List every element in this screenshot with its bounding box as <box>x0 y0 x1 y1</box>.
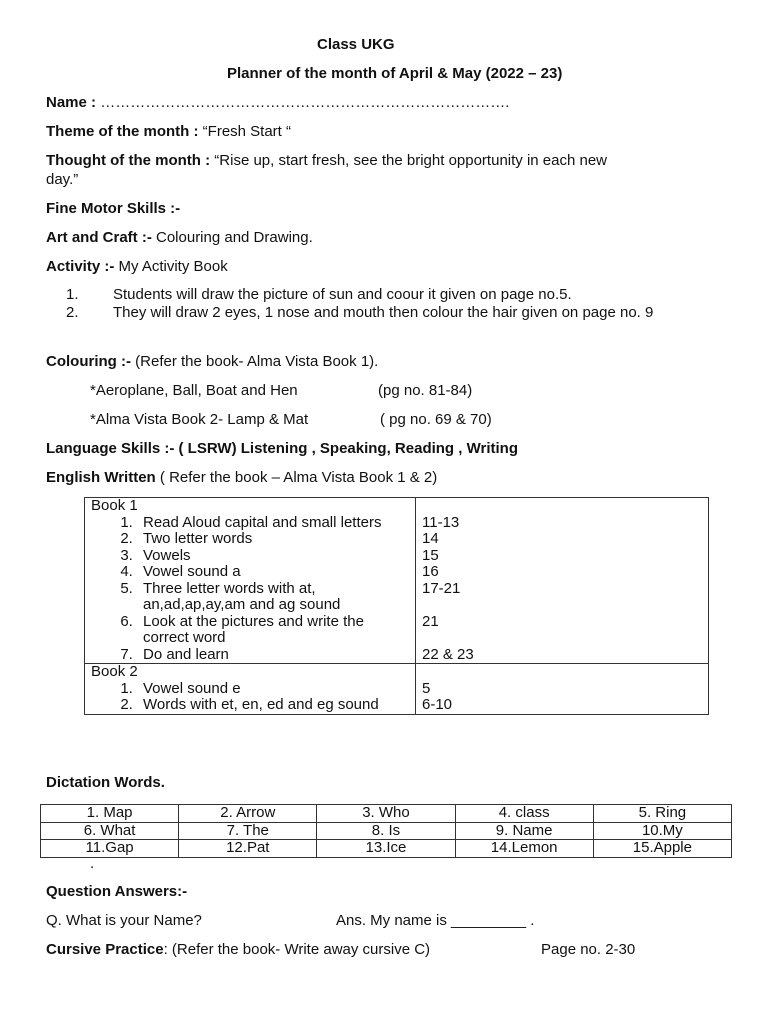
list-item <box>46 286 726 304</box>
book1-pages-cell <box>416 498 709 664</box>
name-line <box>46 94 509 112</box>
language-heading <box>46 440 518 458</box>
thought-value: “Rise up, start fresh, see the bright opportunity in each new <box>210 152 608 169</box>
list-number: 1. <box>66 286 79 303</box>
dictation-label: Dictation Words. <box>46 774 165 791</box>
colouring-item-1-page: (pg no. 81-84) <box>378 382 473 399</box>
dictation-word: 2. Arrow <box>179 805 317 823</box>
activity-line <box>46 258 228 276</box>
dictation-word: 14.Lemon <box>455 840 593 858</box>
list-item: 2. Two letter words <box>137 531 409 548</box>
dictation-word: 3. Who <box>317 805 455 823</box>
book1-title: Book 1 <box>91 497 138 514</box>
qa-answer: Ans. My name is _________ . <box>336 912 535 929</box>
english-value: ( Refer the book – Alma Vista Book 1 & 2) <box>155 469 438 486</box>
english-label: English Written <box>46 469 156 486</box>
cursive-line <box>46 941 430 959</box>
book2-list <box>91 681 409 714</box>
page-range: 6-10 <box>422 696 453 713</box>
class-heading: Class UKG <box>317 36 395 53</box>
page-range: 14 <box>422 530 439 547</box>
dictation-word: 11.Gap <box>41 840 179 858</box>
trailing-dot: . <box>90 855 95 872</box>
book-table <box>84 497 709 715</box>
qa-question: Q. What is your Name? <box>46 912 202 929</box>
table-row <box>41 840 732 858</box>
list-text: They will draw 2 eyes, 1 nose and mouth then colour the hair given on page no. 9 <box>113 304 654 321</box>
page-range: 15 <box>422 546 439 564</box>
page-range: 17-21 <box>422 579 461 597</box>
activity-value: My Activity Book <box>114 258 228 275</box>
list-item: 1. Vowel sound e <box>137 681 409 698</box>
dictation-word: 4. class <box>455 805 593 823</box>
name-dots: ………………………………………………………………………. <box>100 94 510 111</box>
name-label: Name : <box>46 94 97 111</box>
qa-label: Question Answers:- <box>46 883 188 900</box>
language-label: Language Skills :- ( LSRW) Listening , Speaking, Reading , Writing <box>46 440 518 457</box>
list-item: 1. Read Aloud capital and small letters <box>137 515 409 532</box>
list-item: 2. Words with et, en, ed and eg sound <box>137 697 409 714</box>
page-range <box>422 664 702 681</box>
dictation-word: 15.Apple <box>593 840 731 858</box>
colouring-value: (Refer the book- Alma Vista Book 1). <box>130 353 379 370</box>
page-range <box>422 630 702 647</box>
dictation-word: 6. What <box>41 822 179 840</box>
theme-label: Theme of the month : <box>46 123 199 140</box>
colouring-item-2: *Alma Vista Book 2- Lamp & Mat <box>90 411 309 428</box>
page-range: 22 & 23 <box>422 645 474 663</box>
dictation-word: 10.My <box>593 822 731 840</box>
colouring-line <box>46 353 378 371</box>
art-craft-value: Colouring and Drawing. <box>151 229 313 246</box>
english-line <box>46 469 437 487</box>
book2-title: Book 2 <box>91 663 138 680</box>
book2-topics-cell <box>85 664 416 715</box>
table-row <box>85 664 709 715</box>
book2-pages-cell <box>416 664 709 715</box>
theme-line <box>46 123 291 141</box>
cursive-label: Cursive Practice <box>46 941 164 958</box>
activity-list <box>46 286 726 322</box>
dictation-word: 1. Map <box>41 805 179 823</box>
page-range: 5 <box>422 679 431 697</box>
cursive-value: : (Refer the book- Write away cursive C) <box>163 941 431 958</box>
table-row <box>41 822 732 840</box>
page-range <box>422 597 702 614</box>
list-item <box>46 304 726 322</box>
planner-title: Planner of the month of April & May (2022 – 23) <box>227 65 563 82</box>
colouring-item-2-page: ( pg no. 69 & 70) <box>380 411 492 428</box>
list-number: 2. <box>66 304 79 321</box>
thought-line <box>46 152 607 170</box>
dictation-word: 13.Ice <box>317 840 455 858</box>
colouring-label: Colouring :- <box>46 353 131 370</box>
dictation-word: 5. Ring <box>593 805 731 823</box>
qa-heading <box>46 883 187 901</box>
dictation-word: 12.Pat <box>179 840 317 858</box>
list-item: 3. Vowels <box>137 548 409 565</box>
dictation-word: 9. Name <box>455 822 593 840</box>
art-craft-line <box>46 229 313 247</box>
fine-motor-label: Fine Motor Skills :- <box>46 200 181 217</box>
book1-list <box>91 515 409 664</box>
table-row <box>85 498 709 664</box>
book1-topics-cell <box>85 498 416 664</box>
colouring-item-1: *Aeroplane, Ball, Boat and Hen <box>90 382 298 399</box>
activity-label: Activity :- <box>46 258 115 275</box>
list-item: 5. Three letter words with at, an,ad,ap,ay,am and ag sound <box>137 581 409 614</box>
thought-label: Thought of the month : <box>46 152 211 169</box>
dictation-heading <box>46 774 165 792</box>
page-range: 16 <box>422 563 439 580</box>
list-item: 7. Do and learn <box>137 647 409 664</box>
dictation-word: 8. Is <box>317 822 455 840</box>
art-craft-label: Art and Craft :- <box>46 229 152 246</box>
fine-motor-heading <box>46 200 180 218</box>
page-range: 11-13 <box>422 513 460 531</box>
list-text: Students will draw the picture of sun and coour it given on page no.5. <box>113 286 572 303</box>
page-range: 21 <box>422 612 439 630</box>
list-item: 4. Vowel sound a <box>137 564 409 581</box>
table-row <box>41 805 732 823</box>
cursive-page: Page no. 2-30 <box>541 941 636 958</box>
dictation-table <box>40 804 732 858</box>
thought-line-2: day.” <box>46 171 79 188</box>
theme-value: “Fresh Start “ <box>198 123 292 140</box>
dictation-word: 7. The <box>179 822 317 840</box>
list-item: 6. Look at the pictures and write the correct word <box>137 614 409 647</box>
